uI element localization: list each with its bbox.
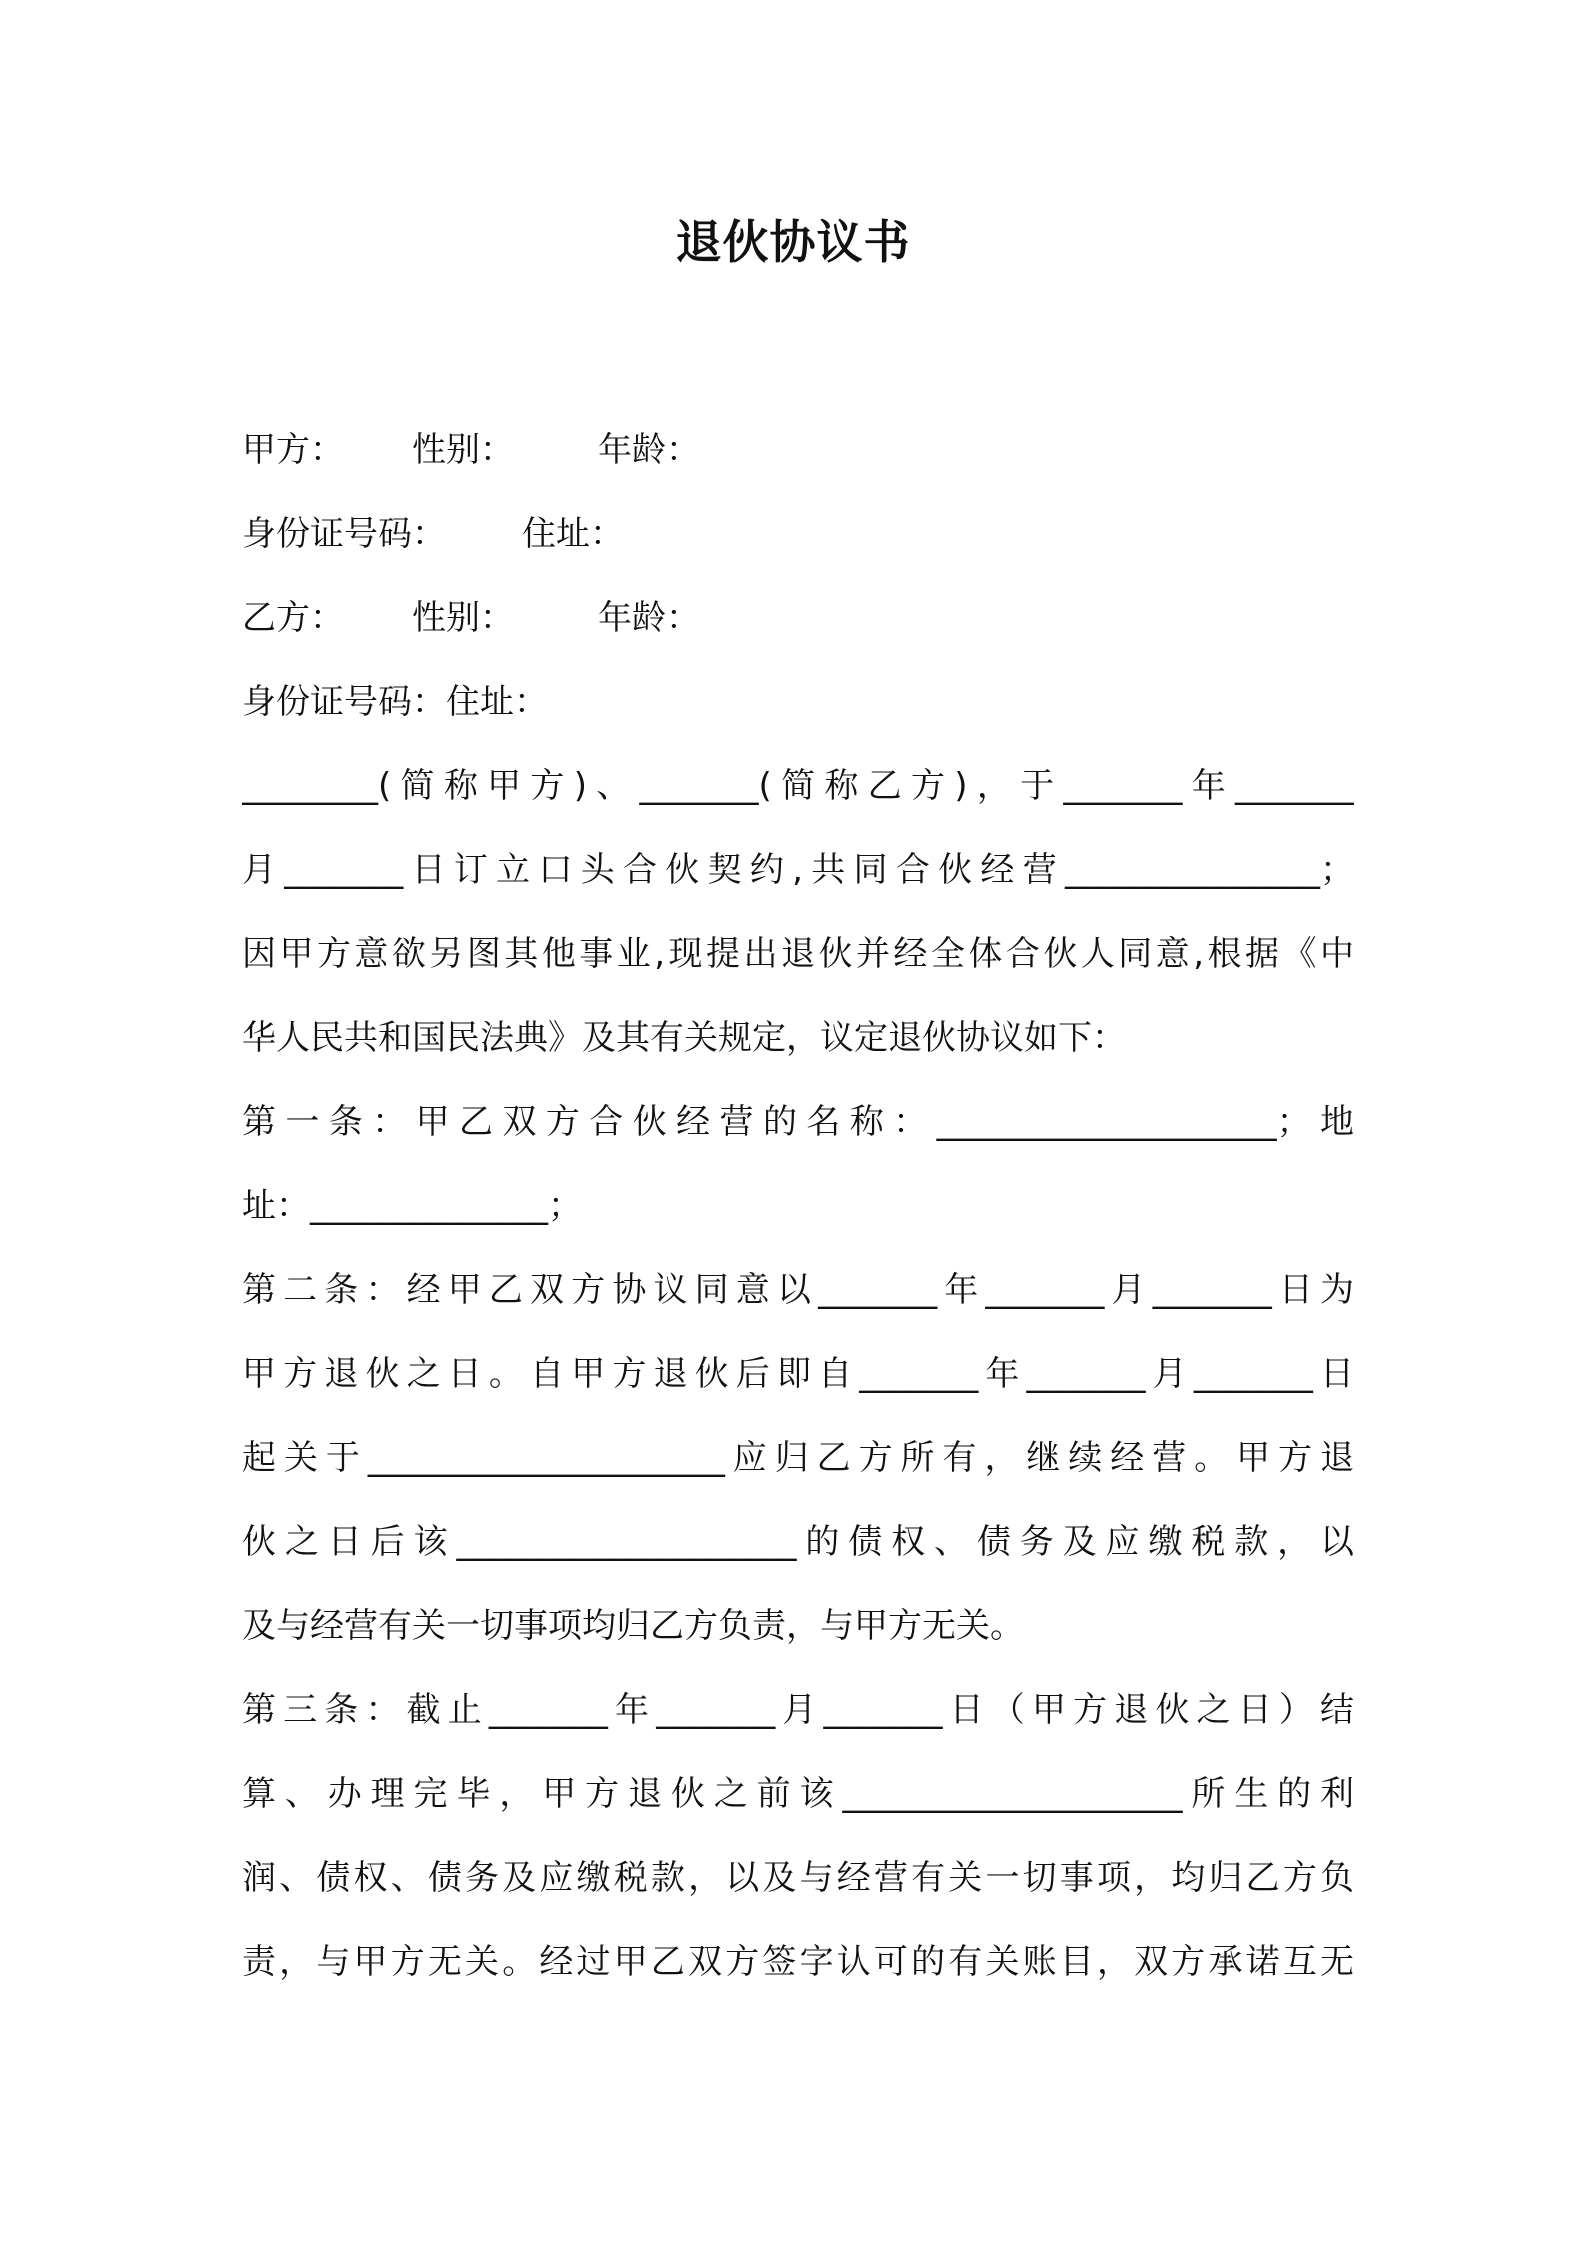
body-line: 因甲方意欲另图其他事业,现提出退伙并经全体合伙人同意,根据《中 (242, 934, 1354, 974)
body-line: 华人民共和国民法典》及其有关规定，议定退伙协议如下： (242, 1018, 1126, 1058)
article-3-line: 第三条：截止_______年_______月_______日（甲方退伙之日）结 (242, 1690, 1354, 1730)
party-b-age-label: 年龄： (598, 598, 700, 638)
document-body (242, 408, 1354, 2004)
party-a-address-label: 住址： (522, 514, 624, 554)
article-2-line: 伙之日后该____________________的债权、债务及应缴税款，以 (242, 1522, 1354, 1562)
party-b-line (242, 576, 1354, 660)
article-2-line: 及与经营有关一切事项均归乙方负责，与甲方无关。 (242, 1606, 1024, 1646)
document-title: 退伙协议书 (675, 215, 911, 269)
party-b-label: 乙方： (242, 598, 344, 638)
article-2-line: 起关于_____________________应归乙方所有，继续经营。甲方退 (242, 1438, 1354, 1478)
article-3-line: 润、债权、债务及应缴税款，以及与经营有关一切事项，均归乙方负 (242, 1858, 1354, 1898)
party-a-id-line (242, 492, 1354, 576)
party-a-gender-label: 性别： (412, 430, 514, 470)
body-line: 月_______日订立口头合伙契约,共同合伙经营_______________； (242, 850, 1354, 890)
article-1-line: 址：______________； (242, 1186, 582, 1226)
party-b-id-line: 身份证号码：住址： (242, 682, 548, 722)
body-line: ________(简称甲方)、_______(简称乙方)，于_______年_______ (242, 766, 1354, 806)
article-3-line: 责，与甲方无关。经过甲乙双方签字认可的有关账目，双方承诺互无 (242, 1942, 1354, 1982)
article-3-line: 算、办理完毕，甲方退伙之前该____________________所生的利 (242, 1774, 1354, 1814)
article-2-line: 甲方退伙之日。自甲方退伙后即自_______年_______月_______日 (242, 1354, 1354, 1394)
party-a-label: 甲方： (242, 430, 344, 470)
party-b-gender-label: 性别： (412, 598, 514, 638)
article-2-line: 第二条：经甲乙双方协议同意以_______年_______月_______日为 (242, 1270, 1354, 1310)
party-a-age-label: 年龄： (598, 430, 700, 470)
party-a-id-label: 身份证号码： (242, 514, 446, 554)
article-1-line: 第一条：甲乙双方合伙经营的名称：____________________；地 (242, 1102, 1354, 1142)
party-a-line (242, 408, 1354, 492)
